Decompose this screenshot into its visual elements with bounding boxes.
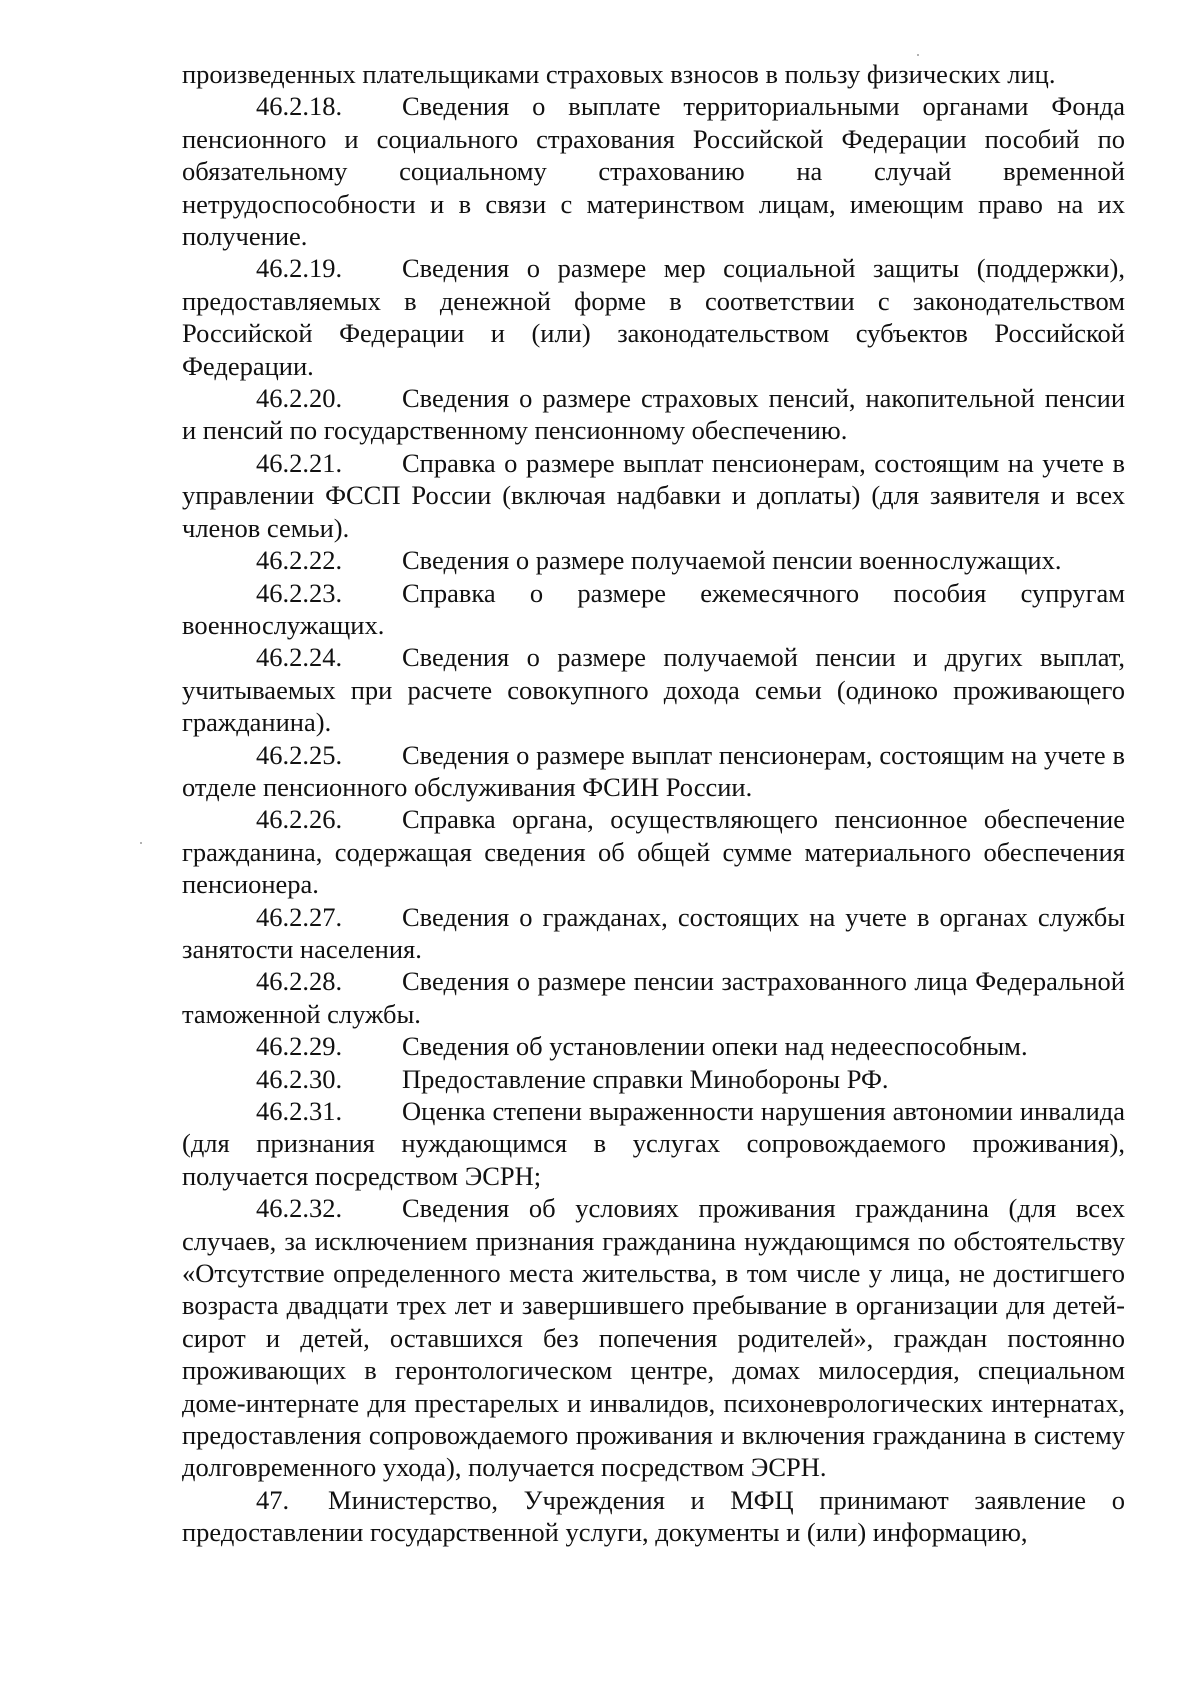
item-46-2-30 — [182, 1063, 1125, 1095]
item-text: Сведения о размере получаемой пенсии военнослужащих. — [402, 545, 1062, 576]
item-number: 46.2.20. — [256, 383, 343, 414]
item-47 — [182, 1484, 1125, 1549]
item-text: Сведения о размере страховых пенсий, накопительной пенсии и пенсий по государственному пенсионному обеспечению. — [182, 383, 1125, 446]
item-46-2-25 — [182, 739, 1125, 804]
item-46-2-31 — [182, 1095, 1125, 1192]
scan-speck — [917, 54, 919, 56]
item-text: Справка о размере выплат пенсионерам, состоящим на учете в управлении ФССП России (включая надбавки и доплаты) (для заявителя и всех членов семьи). — [182, 447, 1125, 543]
document-body — [182, 58, 1125, 1549]
item-number: 46.2.25. — [256, 739, 343, 770]
item-text: Справка органа, осуществляющего пенсионное обеспечение гражданина, содержащая сведения об общей сумме материального обеспечения пенсионера. — [182, 804, 1125, 900]
item-number: 47. — [256, 1484, 290, 1515]
item-46-2-18 — [182, 90, 1125, 252]
item-text: Сведения об условиях проживания гражданина (для всех случаев, за исключением признания гражданина нуждающимся по обстоятельству «Отсутствие определенного места жительства, в том числе у лица, не достигшего возраста двадцати трех лет и завершившего пребывание в организации для детей-сирот и детей, оставшихся без попечения родителей», граждан постоянно проживающих в геронтологическом центре, домах милосердия, специальном доме-интернате для престарелых и инвалидов, психоневрологических интернатах, предоставления сопровождаемого проживания и включения гражданина в систему долговременного ухода), получается посредством ЭСРН. — [182, 1193, 1125, 1483]
item-46-2-32 — [182, 1192, 1125, 1484]
item-text: Сведения о размере выплат пенсионерам, состоящим на учете в отделе пенсионного обслуживания ФСИН России. — [182, 739, 1125, 802]
item-46-2-26 — [182, 803, 1125, 900]
item-number: 46.2.32. — [256, 1193, 343, 1224]
item-46-2-19 — [182, 252, 1125, 382]
lead-paragraph: произведенных плательщиками страховых взносов в пользу физических лиц. — [182, 59, 1056, 89]
item-number: 46.2.19. — [256, 253, 343, 284]
item-text: Сведения об установлении опеки над недееспособным. — [402, 1031, 1028, 1062]
item-number: 46.2.27. — [256, 901, 343, 932]
scan-speck — [140, 842, 142, 844]
item-number: 46.2.29. — [256, 1031, 343, 1062]
item-number: 46.2.24. — [256, 642, 343, 673]
item-46-2-24 — [182, 641, 1125, 738]
item-text: Сведения о размере мер социальной защиты (поддержки), предоставляемых в денежной форме в соответствии с законодательством Российской Федерации и (или) законодательством субъектов Российской Федерации. — [182, 253, 1125, 381]
item-number: 46.2.28. — [256, 966, 343, 997]
item-text: Справка о размере ежемесячного пособия супругам военнослужащих. — [182, 577, 1125, 640]
item-text: Министерство, Учреждения и МФЦ принимают заявление о предоставлении государственной услуги, документы и (или) информацию, — [182, 1484, 1125, 1548]
item-number: 46.2.30. — [256, 1063, 343, 1094]
item-number: 46.2.21. — [256, 447, 343, 478]
item-text: Сведения о гражданах, состоящих на учете в органах службы занятости населения. — [182, 901, 1125, 964]
item-46-2-29 — [182, 1030, 1125, 1062]
item-text: Сведения о размере пенсии застрахованного лица Федеральной таможенной службы. — [182, 966, 1125, 1029]
item-text: Оценка степени выраженности нарушения автономии инвалида (для признания нуждающимся в услугах сопровождаемого проживания), получается посредством ЭСРН; — [182, 1096, 1125, 1191]
item-46-2-28 — [182, 965, 1125, 1030]
item-text: Сведения о размере получаемой пенсии и других выплат, учитываемых при расчете совокупного дохода семьи (одиноко проживающего гражданина). — [182, 642, 1125, 738]
item-46-2-23 — [182, 577, 1125, 642]
item-text: Предоставление справки Минобороны РФ. — [402, 1063, 889, 1094]
item-number: 46.2.23. — [256, 577, 343, 608]
item-number: 46.2.26. — [256, 804, 343, 835]
item-46-2-20 — [182, 382, 1125, 447]
item-46-2-22 — [182, 544, 1125, 576]
item-46-2-21 — [182, 447, 1125, 544]
item-46-2-27 — [182, 901, 1125, 966]
item-text: Сведения о выплате территориальными органами Фонда пенсионного и социального страхования Российской Федерации пособий по обязательному социальному страхованию на случай временной нетрудоспособности и в связи с материнством лицам, имеющим право на их получение. — [182, 91, 1125, 252]
item-number: 46.2.18. — [256, 91, 343, 122]
item-number: 46.2.31. — [256, 1096, 343, 1126]
item-number: 46.2.22. — [256, 545, 343, 576]
